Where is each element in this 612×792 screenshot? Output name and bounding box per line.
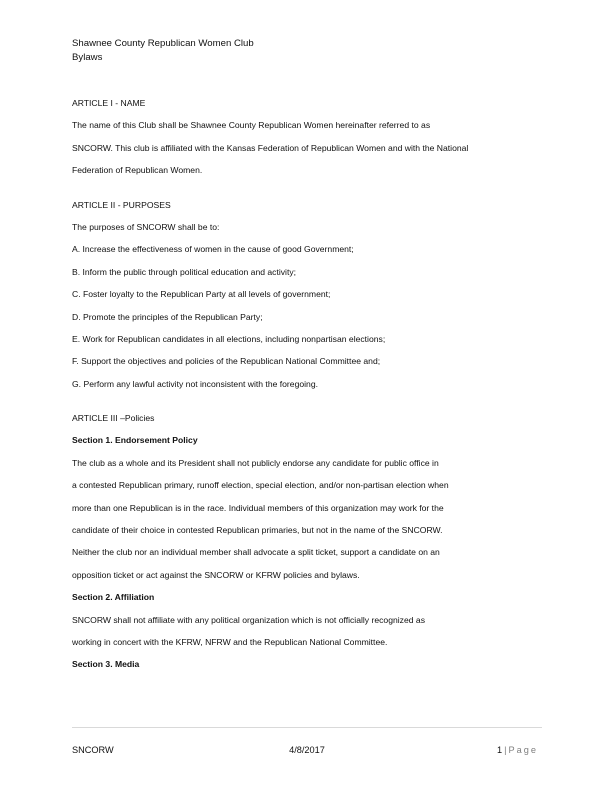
purpose-item: A. Increase the effectiveness of women in the cause of good Government; (72, 244, 354, 255)
purpose-item: C. Foster loyalty to the Republican Party at all levels of government; (72, 289, 331, 300)
article-3-heading: ARTICLE III –Policies (72, 413, 155, 424)
footer-org: SNCORW (72, 745, 114, 755)
document-header (72, 37, 254, 65)
section-3-title: Section 3. Media (72, 659, 140, 670)
section-2-title: Section 2. Affiliation (72, 592, 155, 603)
header-doc-title: Bylaws (72, 52, 103, 63)
page-label: Page (508, 745, 538, 755)
purpose-item: E. Work for Republican candidates in all elections, including nonpartisan elections; (72, 333, 386, 344)
header-club-name: Shawnee County Republican Women Club (72, 38, 254, 49)
footer-divider (72, 727, 542, 728)
section-1-text-line: more than one Republican is in the race. Individual members of this organization may work for the (72, 502, 444, 513)
purpose-item: G. Perform any lawful activity not inconsistent with the foregoing. (72, 378, 318, 389)
section-2-text-line: SNCORW shall not affiliate with any political organization which is not officially recognized as (72, 614, 425, 625)
section-1-title: Section 1. Endorsement Policy (72, 435, 198, 446)
purpose-item: F. Support the objectives and policies of the Republican National Committee and; (72, 356, 381, 367)
section-1-text-line: candidate of their choice in contested Republican primaries, but not in the name of the SNCORW. (72, 525, 443, 536)
article-2-heading: ARTICLE II - PURPOSES (72, 199, 171, 210)
page-separator: | (504, 745, 507, 755)
article-1-text-line: Federation of Republican Women. (72, 165, 203, 176)
page-number: 1 (497, 745, 503, 755)
purpose-item: B. Inform the public through political education and activity; (72, 266, 297, 277)
section-2-text-line: working in concert with the KFRW, NFRW and the Republican National Committee. (72, 636, 388, 647)
article-1-text-line: SNCORW. This club is affiliated with the Kansas Federation of Republican Women and with the National (72, 142, 469, 153)
section-1-text-line: Neither the club nor an individual member shall advocate a split ticket, support a candidate on an (72, 547, 440, 558)
article-2-intro: The purposes of SNCORW shall be to: (72, 221, 220, 232)
document-body (72, 92, 542, 676)
footer-date: 4/8/2017 (289, 745, 325, 755)
article-1-text-line: The name of this Club shall be Shawnee County Republican Women hereinafter referred to as (72, 120, 431, 131)
document-footer (72, 743, 542, 757)
purpose-item: D. Promote the principles of the Republican Party; (72, 311, 263, 322)
paragraph-gap (72, 182, 542, 194)
section-1-text-line: opposition ticket or act against the SNCORW or KFRW policies and bylaws. (72, 569, 360, 580)
section-1-text-line: The club as a whole and its President shall not publicly endorse any candidate for public office in (72, 457, 439, 468)
section-1-text-line: a contested Republican primary, runoff election, special election, and/or non-partisan election when (72, 480, 449, 491)
article-1-heading: ARTICLE I - NAME (72, 98, 146, 108)
paragraph-gap (72, 395, 542, 407)
footer-page-indicator (497, 743, 538, 757)
